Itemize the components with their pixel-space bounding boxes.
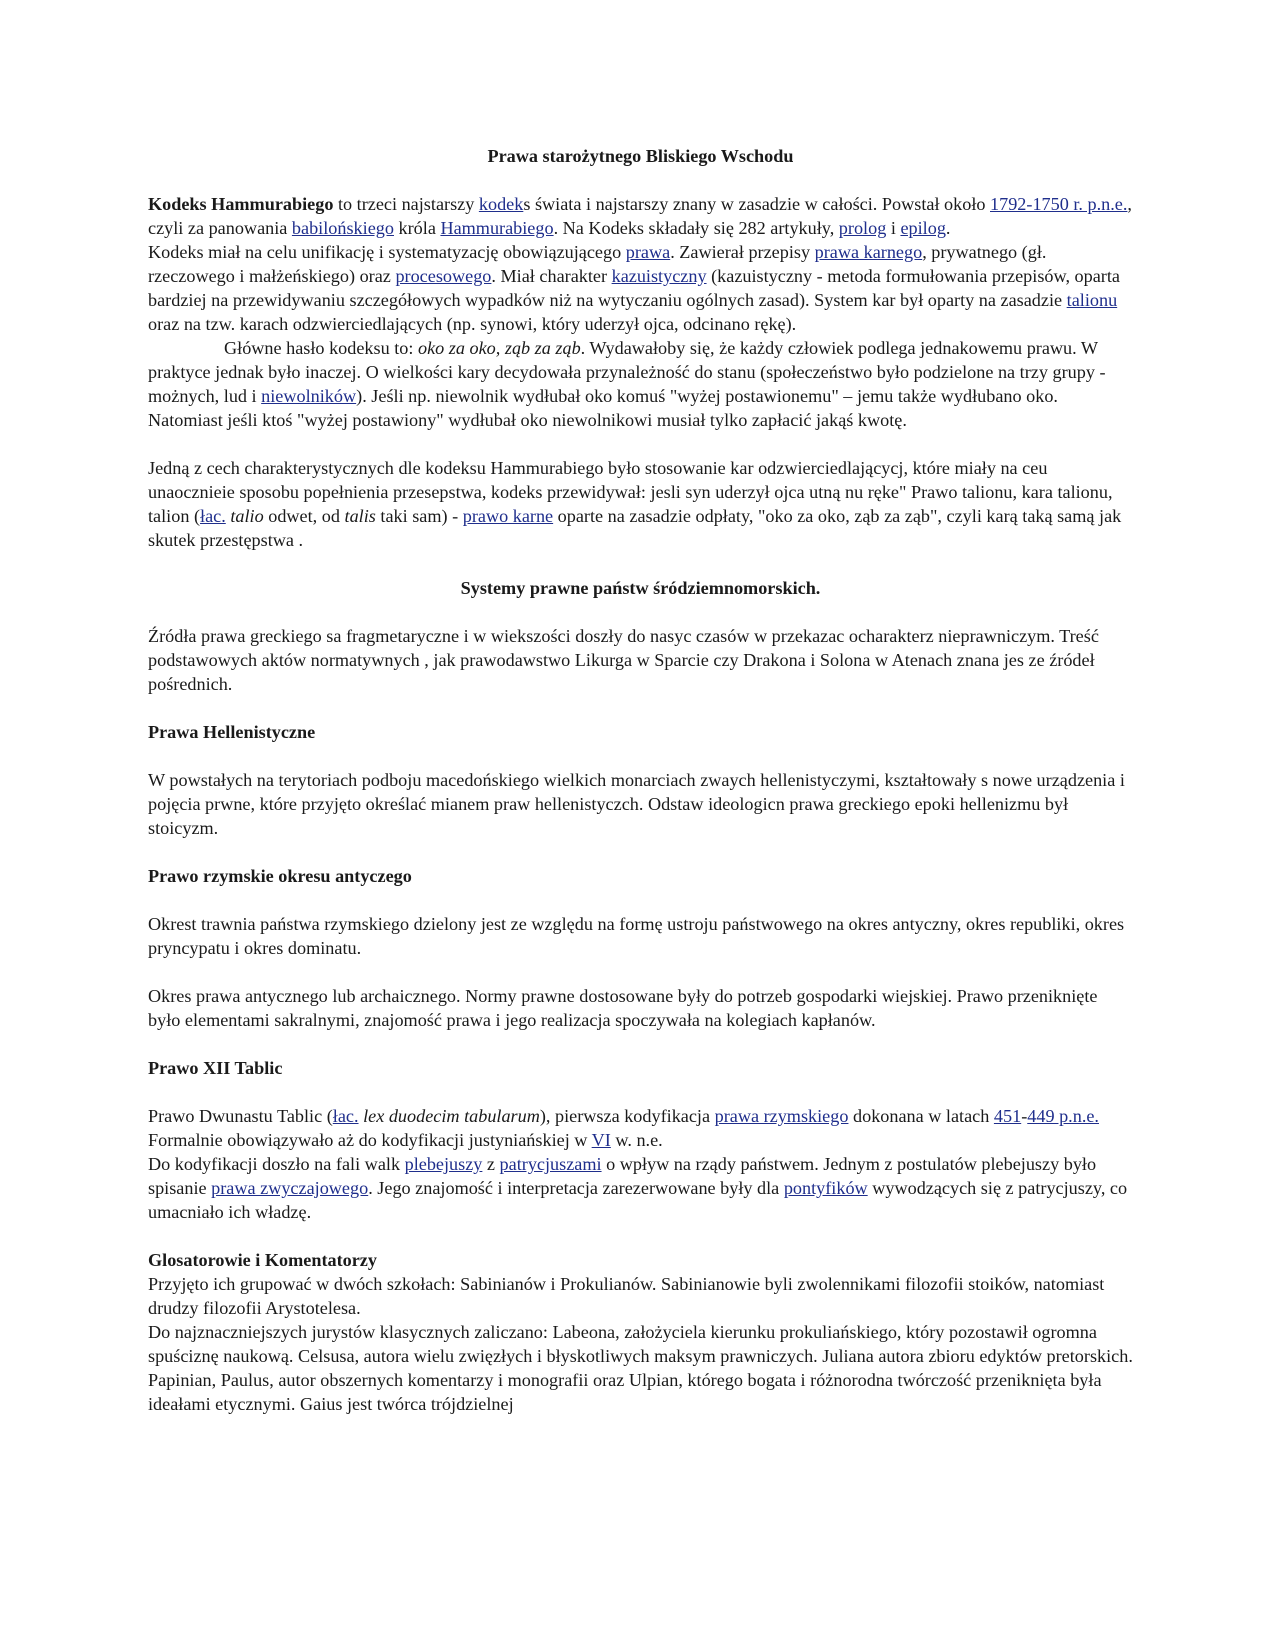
paragraph-okresy: Okrest trawnia państwa rzymskiego dzielony jest ze względu na formę ustroju państwowego na okres antyczny, okres republiki, okres pryncypatu i okres dominatu. — [148, 914, 1125, 958]
section-heading-xii-tablic: Prawo XII Tablic — [148, 1058, 283, 1078]
paragraph-cechy-kodeksu: Jedną z cech charakterystycznych dle kodeksu Hammurabiego było stosowanie kar odzwierciedlającycj, które miały na ceu unaocznieie sposobu popełnienia przesepstwa, kodeks przewidywał: jesli syn uderzył ojca utną nu ręke" Prawo talionu, kara talionu, talion (łac. talio odwet, od talis taki sam) - prawo karne oparte na zasadzie odpłaty, "oko za oko, ząb za ząb", czyli karą taką samą jak skutek przestępstwa . — [148, 458, 1122, 550]
link-451[interactable]: 451 — [993, 1106, 1022, 1126]
link-prawo-karne[interactable]: prawo karne — [462, 506, 554, 526]
paragraph-okres-antyczny: Okres prawa antycznego lub archaicznego. Normy prawne dostosowane były do potrzeb gospodarki wiejskiej. Prawo przeniknięte było elementami sakralnymi, znajomość prawa i jego realizacja spoczywała na kolegiach kapłanów. — [148, 986, 1098, 1030]
paragraph-kodyfikacja: Do kodyfikacji doszło na fali walk plebejuszy z patrycjuszami o wpływ na rządy państwem. Jednym z postulatów plebejuszy było spisanie prawa zwyczajowego. Jego znajomość i interpretacja zarezerwowane były dla pontyfików wywodzących się z patrycjuszy, co umacniało ich władzę. — [148, 1154, 1128, 1222]
paragraph-hammurabi-intro: Kodeks Hammurabiego to trzeci najstarszy kodeks świata i najstarszy znany w zasadzie w całości. Powstał około 1792-1750 r. p.n.e., czyli za panowania babilońskiego króla Hammurabiego. Na Kodeks składały się 282 artykuły, prolog i epilog. — [148, 194, 1132, 238]
section-heading-rzymskie: Prawo rzymskie okresu antyczego — [148, 866, 412, 886]
link-prolog[interactable]: prolog — [838, 218, 887, 238]
link-prawa-zwyczajowego[interactable]: prawa zwyczajowego — [211, 1178, 369, 1198]
paragraph-xii-tablic: Prawo Dwunastu Tablic (łac. lex duodecim tabularum), pierwsza kodyfikacja prawa rzymskiego dokonana w latach 451-449 p.n.e. Formalnie obowiązywało aż do kodyfikacji justyniańskiej w VI w. n.e. — [148, 1106, 1099, 1150]
link-babilonskiego[interactable]: babilońskiego — [291, 218, 394, 238]
link-talionu[interactable]: talionu — [1066, 290, 1118, 310]
link-prawa-karnego[interactable]: prawa karnego — [814, 242, 923, 262]
link-449[interactable]: 449 p.n.e. — [1027, 1106, 1099, 1126]
document-title: Prawa starożytnego Bliskiego Wschodu — [487, 146, 794, 166]
link-procesowego[interactable]: procesowego — [395, 266, 492, 286]
link-pontyfikow[interactable]: pontyfików — [783, 1178, 868, 1198]
paragraph-szkoly: Przyjęto ich grupować w dwóch szkołach: Sabinianów i Prokulianów. Sabinianowie byli zwolennikami filozofii stoików, natomiast drudzy filozofii Arystotelesa. — [148, 1274, 1105, 1318]
italic-lex: lex duodecim tabularum — [363, 1106, 540, 1126]
link-kodeks[interactable]: kodek — [478, 194, 524, 214]
paragraph-zrodla-greckie: Źródła prawa greckiego sa fragmetaryczne i w wiekszości doszły do nasyc czasów w przekazac ocharakterz nieprawniczym. Treść podstawowych aktów normatywnych , jak prawodawstwo Likurga w Sparcie czy Drakona i Solona w Atenach znana jes ze źródeł pośrednich. — [148, 626, 1099, 694]
link-date-range[interactable]: 1792-1750 r. p.n.e. — [990, 194, 1128, 214]
bold-term: Kodeks Hammurabiego — [148, 194, 334, 214]
document-page — [148, 144, 1133, 1416]
link-vi[interactable]: VI — [591, 1130, 611, 1150]
link-prawa[interactable]: prawa — [625, 242, 671, 262]
section-heading-hellenistyczne: Prawa Hellenistyczne — [148, 722, 316, 742]
paragraph-juryści: Do najznaczniejszych jurystów klasycznych zaliczano: Labeona, założyciela kierunku prokuliańskiego, który pozostawił ogromna spuściznę naukową. Celsusa, autora wielu zwięzłych i błyskotliwych maksym prawniczych. Juliana autora zbioru edyktów pretorskich. Papinian, Paulus, autor obszernych komentarzy i monografii oraz Ulpian, którego bogata i różnorodna twórczość przeniknięta była ideałami etycznymi. Gaius jest twórca trójdzielnej — [148, 1322, 1133, 1414]
italic-quote: oko za oko, ząb za ząb — [417, 338, 581, 358]
paragraph-hellenistyczne: W powstałych na terytoriach podboju macedońskiego wielkich monarciach zwaych hellenistyczymi, kształtowały s nowe urządzenia i pojęcia prwne, które przyjęto określać mianem praw hellenistyczch. Odstaw ideologicn prawa greckiego epoki hellenizmu był stoicyzm. — [148, 770, 1125, 838]
link-hammurabiego[interactable]: Hammurabiego — [440, 218, 554, 238]
link-kazuistyczny[interactable]: kazuistyczny — [611, 266, 707, 286]
section-heading-glosatorowie: Glosatorowie i Komentatorzy — [148, 1250, 377, 1270]
link-niewolnikow[interactable]: niewolników — [261, 386, 357, 406]
paragraph-kodeks-cel: Kodeks miał na celu unifikację i systematyzację obowiązującego prawa. Zawierał przepisy prawa karnego, prywatnego (gł. rzeczowego i małżeńskiego) oraz procesowego. Miał charakter kazuistyczny (kazuistyczny - metoda formułowania przepisów, oparta bardziej na przewidywaniu szczegółowych wypadków niż na wytyczaniu ogólnych zasad). System kar był oparty na zasadzie talionu oraz na tzw. karach odzwierciedlających (np. synowi, który uderzył ojca, odcinano rękę). — [148, 242, 1120, 334]
link-epilog[interactable]: epilog — [900, 218, 946, 238]
link-lac-2[interactable]: łac. — [332, 1106, 359, 1126]
link-plebejuszy[interactable]: plebejuszy — [404, 1154, 483, 1174]
link-prawa-rzymskiego[interactable]: prawa rzymskiego — [714, 1106, 849, 1126]
section-heading-systemy: Systemy prawne państw śródziemnomorskich. — [460, 578, 821, 598]
link-patrycjuszami[interactable]: patrycjuszami — [499, 1154, 602, 1174]
paragraph-glowne-haslo: Główne hasło kodeksu to: oko za oko, ząb za ząb. Wydawałoby się, że każdy człowiek podlega jednakowemu prawu. W praktyce jednak było inaczej. O wielkości kary decydowała przynależność do stanu (społeczeństwo było podzielone na trzy grupy - możnych, lud i niewolników). Jeśli np. niewolnik wydłubał oko komuś "wyżej postawionemu" – jemu także wydłubano oko. Natomiast jeśli ktoś "wyżej postawiony" wydłubał oko niewolnikowi musiał tylko zapłacić jakąś kwotę. — [148, 338, 1106, 430]
italic-talis: talis — [344, 506, 376, 526]
italic-talio: talio — [230, 506, 264, 526]
link-lac[interactable]: łac. — [200, 506, 226, 526]
